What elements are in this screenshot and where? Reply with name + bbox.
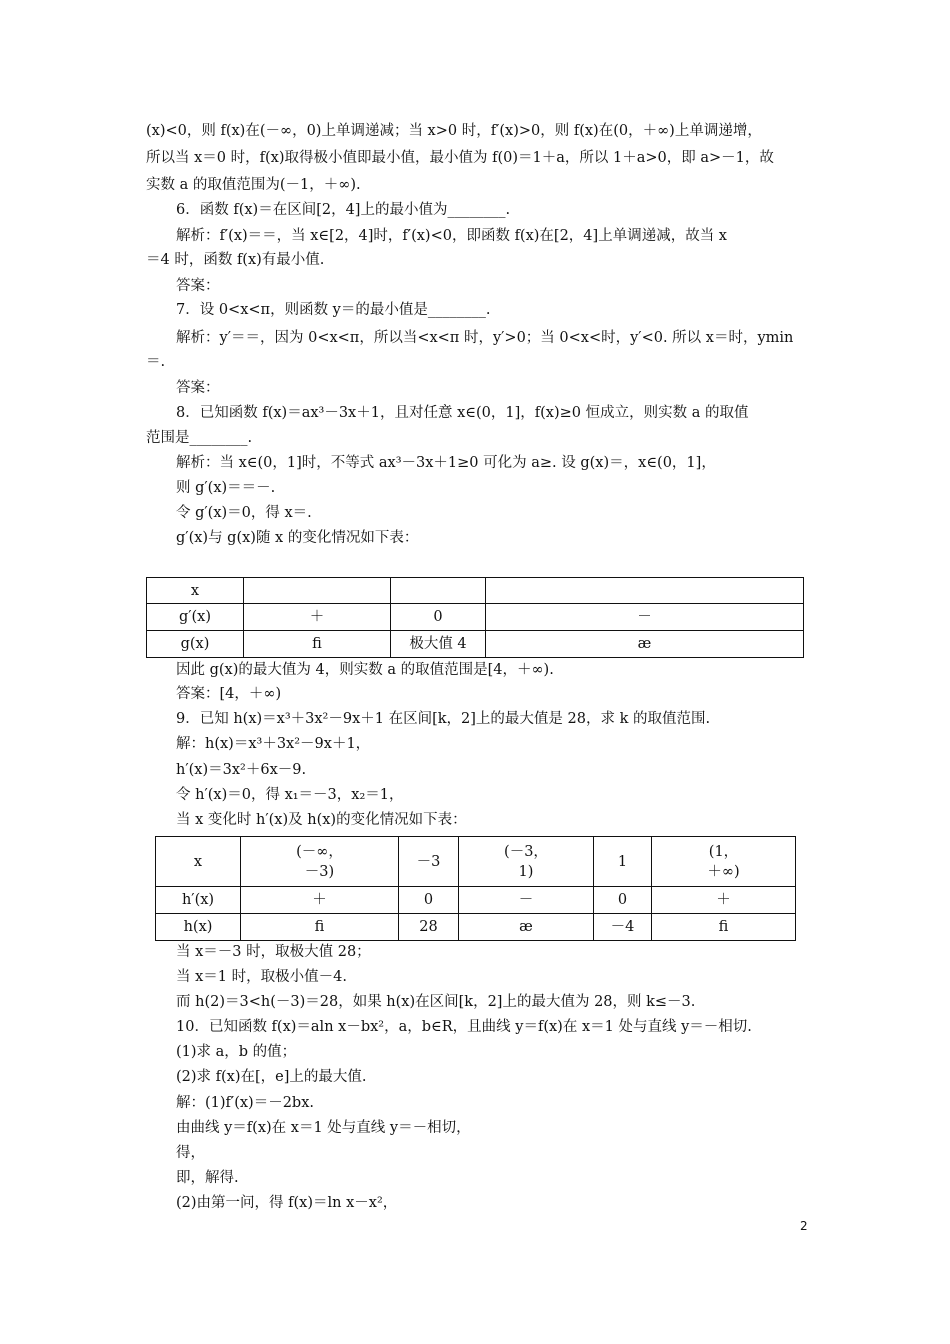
table-cell: [241, 837, 399, 887]
text-line: 范围是________.: [146, 430, 253, 446]
table-cell: h′(x): [156, 887, 241, 914]
table-cell: h(x): [156, 914, 241, 941]
table-cell: ﬁ: [241, 914, 399, 941]
text-line: (1)求 a，b 的值；: [176, 1044, 297, 1060]
text-line: 当 x＝1 时，取极小值－4.: [176, 969, 347, 985]
table-cell: [486, 578, 804, 604]
text-line: 当 x＝－3 时，取极大值 28；: [176, 944, 371, 960]
table-cell: ＋: [244, 604, 391, 631]
table-cell: ﬁ: [652, 914, 796, 941]
text-line: g′(x)与 g(x)随 x 的变化情况如下表：: [176, 530, 419, 546]
table-cell: x: [147, 578, 244, 604]
text-line: 而 h(2)＝3<h(－3)＝28，如果 h(x)在区间[k，2]上的最大值为 28，则 k≤－3.: [176, 994, 696, 1010]
text-line: 因此 g(x)的最大值为 4，则实数 a 的取值范围是[4，＋∞).: [176, 662, 554, 678]
text-line: (2)求 f(x)在[，e]上的最大值.: [176, 1069, 367, 1085]
table-cell: －: [459, 887, 594, 914]
cell-line: ＋∞): [707, 863, 740, 880]
cell-line: (－∞，: [296, 843, 343, 860]
page-number: 2: [800, 1219, 808, 1233]
table-cell: －: [486, 604, 804, 631]
table-cell: [652, 837, 796, 887]
text-line: 得，: [176, 1145, 205, 1161]
text-line: ＝4 时，函数 f(x)有最小值.: [146, 252, 325, 268]
table-cell: g(x): [147, 631, 244, 658]
question-9: 9．已知 h(x)＝x³＋3x²－9x＋1 在区间[k，2]上的最大值是 28，求 k 的取值范围.: [176, 711, 711, 727]
table-cell: 0: [391, 604, 486, 631]
table-cell: ＋: [241, 887, 399, 914]
text-line: 解：(1)f′(x)＝－2bx.: [176, 1095, 314, 1111]
text-line: 解析：y′＝＝，因为 0<x<π，所以当<x<π 时，y′>0；当 0<x<时，y′<0. 所以 x＝时，ymin: [176, 330, 794, 346]
text-line: 解析：当 x∈(0，1]时，不等式 ax³－3x＋1≥0 可化为 a≥. 设 g(x)＝，x∈(0，1]，: [176, 455, 716, 471]
cell-line: (－3，: [504, 843, 548, 860]
answer-line: 答案：[4，＋∞): [176, 686, 282, 702]
text-line: 解析：f′(x)＝＝，当 x∈[2，4]时，f′(x)<0，即函数 f(x)在[2，4]上单调递减，故当 x: [176, 228, 727, 244]
text-line: (2)由第一问，得 f(x)＝ln x－x²，: [176, 1195, 398, 1211]
table-cell: æ: [459, 914, 594, 941]
cell-line: －3): [304, 863, 335, 880]
text-line: 解：h(x)＝x³＋3x²－9x＋1，: [176, 736, 371, 752]
question-10: 10．已知函数 f(x)＝aln x－bx²，a，b∈R，且曲线 y＝f(x)在 x＝1 处与直线 y＝－相切.: [176, 1019, 752, 1035]
question-7: 7．设 0<x<π，则函数 y＝的最小值是________.: [176, 302, 491, 318]
table-cell: g′(x): [147, 604, 244, 631]
text-line: 当 x 变化时 h′(x)及 h(x)的变化情况如下表：: [176, 812, 467, 828]
table-cell: 极大值 4: [391, 631, 486, 658]
text-line: 由曲线 y＝f(x)在 x＝1 处与直线 y＝－相切，: [176, 1120, 471, 1136]
table-cell: [391, 578, 486, 604]
text-line: 则 g′(x)＝＝－.: [176, 480, 276, 496]
table-cell: －4: [594, 914, 652, 941]
text-line: h′(x)＝3x²＋6x－9.: [176, 762, 307, 778]
question-8: 8．已知函数 f(x)＝ax³－3x＋1，且对任意 x∈(0，1]，f(x)≥0 恒成立，则实数 a 的取值: [176, 405, 749, 421]
text-line: 所以当 x＝0 时，f(x)取得极小值即最小值，最小值为 f(0)＝1＋a，所以 1＋a>0，即 a>－1，故: [146, 150, 774, 166]
text-line: (x)<0，则 f(x)在(－∞，0)上单调递减；当 x>0 时，f′(x)>0，则 f(x)在(0，＋∞)上单调递增，: [146, 123, 762, 139]
cell-line: 1): [518, 863, 534, 880]
table-cell: ＋: [652, 887, 796, 914]
table-cell: ﬁ: [244, 631, 391, 658]
table-cell: [459, 837, 594, 887]
table-cell: æ: [486, 631, 804, 658]
text-line: 实数 a 的取值范围为(－1，＋∞).: [146, 177, 361, 193]
answer-label: 答案：: [176, 380, 220, 396]
text-line: 令 g′(x)＝0，得 x＝.: [176, 505, 312, 521]
variation-table-h: [155, 836, 796, 941]
question-6: 6．函数 f(x)＝在区间[2，4]上的最小值为________.: [176, 202, 511, 218]
table-cell: [244, 578, 391, 604]
table-cell: 0: [594, 887, 652, 914]
table-cell: 0: [399, 887, 459, 914]
text-line: 令 h′(x)＝0，得 x₁＝－3，x₂＝1，: [176, 787, 404, 803]
table-cell: 1: [594, 837, 652, 887]
table-cell: 28: [399, 914, 459, 941]
text-line: ＝.: [146, 354, 166, 370]
cell-line: (1，: [708, 843, 739, 860]
answer-label: 答案：: [176, 278, 220, 294]
variation-table-g: [146, 577, 804, 658]
text-line: 即，解得.: [176, 1170, 239, 1186]
table-cell: x: [156, 837, 241, 887]
table-cell: －3: [399, 837, 459, 887]
